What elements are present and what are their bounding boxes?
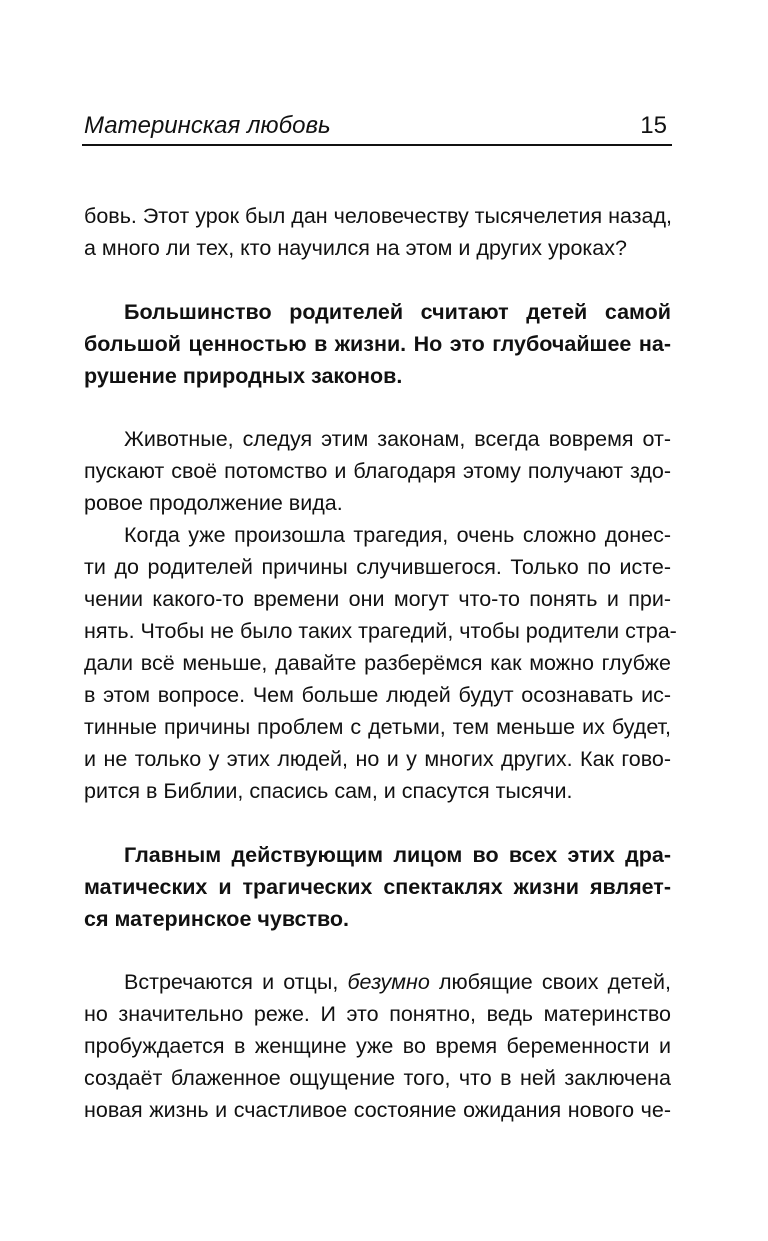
text-line: создаёт блаженное ощущение того, что в ней заключена [84,1066,671,1090]
text-line: и не только у этих людей, но и у многих других. Как гово- [84,747,671,771]
bold-thesis-line: Большинство родителей считают детей самой [124,300,671,324]
text-line: чении какого-то времени они могут что-то понять и при- [84,587,671,611]
text-line: новая жизнь и счастливое состояние ожидания нового че- [84,1098,671,1122]
bold-thesis-line: ся материнское чувство. [84,907,350,931]
text-line: пускают своё потомство и благодаря этому получают здо- [84,459,671,483]
text-line: но значительно реже. И это понятно, ведь материнство [84,1002,671,1026]
bold-thesis-line: большой ценностью в жизни. Но это глубочайшее на- [84,332,671,356]
italic-emphasis: безумно [347,970,430,994]
text-line: дали всё меньше, давайте разберёмся как можно глубже [84,651,671,675]
text-line: рится в Библии, спасись сам, и спасутся тысячи. [84,779,573,803]
text-line: а много ли тех, кто научился на этом и других уроках? [84,236,627,260]
text-segment: любящие своих детей, [429,970,672,994]
bold-thesis-line: Главным действующим лицом во всех этих дра- [124,843,671,867]
text-line: ровое продолжение вида. [84,491,343,515]
text-line: тинные причины проблем с детьми, тем меньше их будет, [84,715,671,739]
running-head-title: Материнская любовь [84,112,331,139]
text-line: нять. Чтобы не было таких трагедий, чтобы родители стра- [84,619,677,643]
text-line: бовь. Этот урок был дан человечеству тысячелетия назад, [84,204,673,228]
text-line: в этом вопросе. Чем больше людей будут осознавать ис- [84,683,671,707]
text-line [124,966,671,998]
text-line: ти до родителей причины случившегося. Только по исте- [84,555,671,579]
text-line: Когда уже произошла трагедия, очень сложно донес- [124,523,671,547]
bold-thesis-line: матических и трагических спектаклях жизни являет- [84,875,671,899]
bold-thesis-line: рушение природных законов. [84,364,403,388]
text-line: пробуждается в женщине уже во время беременности и [84,1034,671,1058]
text-line: Животные, следуя этим законам, всегда вовремя от- [124,427,671,451]
page-number: 15 [640,112,667,139]
text-segment: Встречаются и отцы, [124,970,348,994]
header-rule [82,144,672,146]
